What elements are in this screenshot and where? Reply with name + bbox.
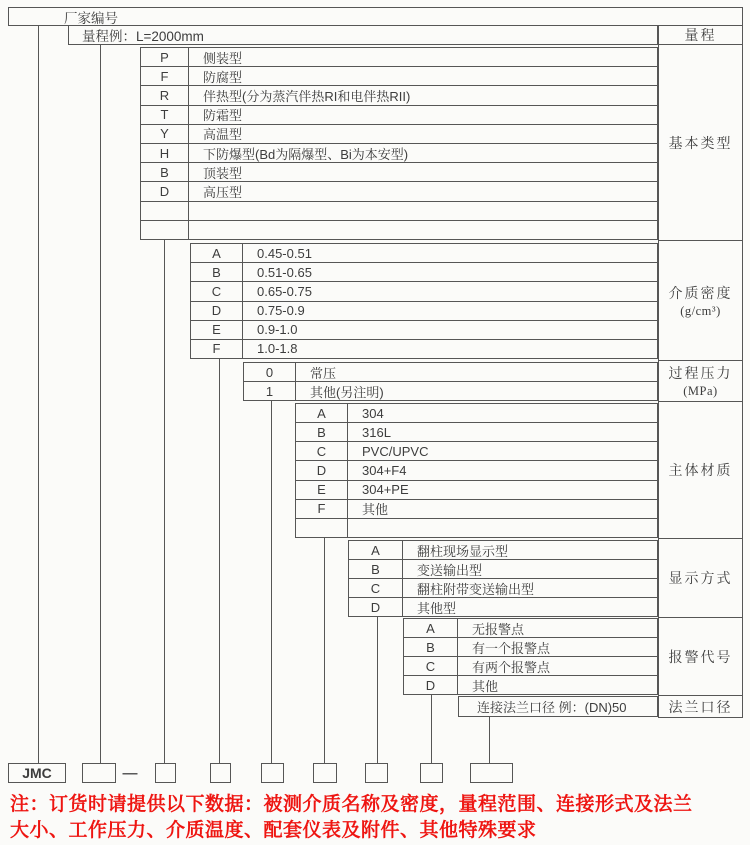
description-cell (189, 221, 657, 239)
table-row (191, 340, 657, 358)
table-row (296, 500, 657, 519)
table-row (459, 697, 657, 716)
connector-line-medium-density (219, 359, 220, 763)
section-label-range: 量程 (658, 25, 743, 45)
code-cell: A (296, 404, 348, 422)
code-box-body-material (313, 763, 337, 783)
description-cell: 0.65-0.75 (257, 283, 312, 299)
code-cell: C (404, 657, 458, 675)
code-cell: C (191, 282, 243, 300)
code-cell: P (141, 48, 189, 66)
table-row (141, 202, 657, 221)
description-cell: 变送输出型 (417, 562, 483, 578)
code-cell: 0 (244, 363, 296, 381)
table-row (141, 221, 657, 239)
table-row (141, 163, 657, 182)
code-box-medium-density (210, 763, 231, 783)
description-cell: 其他型 (417, 600, 457, 616)
table-row (191, 302, 657, 321)
description-cell: 翻柱附带变送输出型 (417, 581, 535, 597)
description-cell: 连接法兰口径 例：(DN)50 (477, 700, 627, 715)
description-cell: 常压 (310, 365, 337, 381)
code-cell: E (296, 481, 348, 499)
connector-line-flange-size (489, 717, 490, 763)
description-cell: 304+F4 (362, 462, 407, 478)
code-cell: D (404, 676, 458, 694)
code-cell: B (296, 423, 348, 441)
code-cell: E (191, 321, 243, 339)
description-cell: 其他(另注明) (310, 384, 384, 400)
description-cell: 304+PE (362, 482, 409, 498)
connector-line-alarm-code (431, 695, 432, 763)
display-mode-table (348, 540, 658, 617)
manufacturer-code-label: 厂家编号 (64, 10, 118, 26)
description-cell: 防腐型 (203, 69, 243, 85)
code-cell: Y (141, 125, 189, 143)
table-row (141, 86, 657, 105)
table-row (404, 619, 657, 638)
table-row (349, 560, 657, 579)
code-cell: R (141, 86, 189, 104)
code-cell: D (349, 598, 403, 616)
table-row (191, 263, 657, 282)
description-cell: 顶装型 (203, 165, 243, 181)
code-cell: T (141, 106, 189, 124)
description-cell: PVC/UPVC (362, 443, 429, 459)
code-cell (141, 221, 189, 239)
connector-line-body-material (324, 538, 325, 763)
table-row (296, 404, 657, 423)
description-cell: 0.51-0.65 (257, 264, 312, 280)
code-cell: B (191, 263, 243, 281)
code-cell: B (141, 163, 189, 181)
code-cell: D (296, 461, 348, 479)
section-label-body-material: 主体材质 (658, 401, 743, 539)
code-cell: D (141, 182, 189, 200)
code-cell: A (191, 244, 243, 262)
order-note (10, 792, 746, 844)
description-cell: 防霜型 (203, 108, 243, 124)
section-label-process-pressure: 过程压力 (MPa) (658, 360, 743, 402)
code-cell: H (141, 144, 189, 162)
description-cell: 304 (362, 405, 384, 421)
description-cell: 316L (362, 424, 391, 440)
table-row (244, 382, 657, 400)
connector-line-display-mode (377, 617, 378, 763)
table-row (404, 657, 657, 676)
code-cell: A (404, 619, 458, 637)
description-cell: 0.45-0.51 (257, 245, 312, 261)
description-cell: 0.9-1.0 (257, 322, 298, 338)
table-row (404, 676, 657, 694)
code-cell: C (349, 579, 403, 597)
code-cell (141, 202, 189, 220)
description-cell: 侧装型 (203, 50, 243, 66)
process-pressure-table (243, 362, 658, 401)
table-row (191, 321, 657, 340)
code-cell: F (191, 340, 243, 358)
section-label-display-mode: 显示方式 (658, 538, 743, 618)
table-row (141, 182, 657, 201)
code-box-flange-size (470, 763, 513, 783)
description-cell: 翻柱现场显示型 (417, 543, 509, 559)
table-row (296, 461, 657, 480)
description-cell: 有一个报警点 (472, 640, 551, 656)
description-cell: 0.75-0.9 (257, 303, 305, 319)
description-cell: 伴热型(分为蒸汽伴热RI和电伴热RII) (203, 89, 411, 105)
description-cell: 高压型 (203, 185, 243, 201)
section-label-alarm-code: 报警代号 (658, 617, 743, 696)
code-cell: F (296, 500, 348, 518)
basic-type-table (140, 47, 658, 240)
table-row (191, 244, 657, 263)
section-label-medium-density: 介质密度 (g/cm³) (658, 240, 743, 361)
code-box-basic-type (155, 763, 176, 783)
description-cell: 高温型 (203, 127, 243, 143)
connector-line-basic-type (164, 240, 165, 763)
code-cell: B (404, 638, 458, 656)
table-row (191, 282, 657, 301)
table-row (141, 48, 657, 67)
table-row (141, 125, 657, 144)
section-label-flange-size: 法兰口径 (658, 695, 743, 718)
order-note-line2: 大小、工作压力、介质温度、配套仪表及附件、其他特殊要求 (10, 820, 537, 841)
description-cell (348, 519, 657, 537)
description-cell: 下防爆型(Bd为隔爆型、Bi为本安型) (203, 146, 409, 162)
connector-line-process-pressure (271, 401, 272, 763)
table-row (141, 67, 657, 86)
code-cell (296, 519, 348, 537)
table-row (296, 442, 657, 461)
code-box-process-pressure (261, 763, 284, 783)
table-row (141, 106, 657, 125)
medium-density-table (190, 243, 658, 359)
connector-line-range (100, 45, 101, 763)
code-cell: D (191, 302, 243, 320)
model-prefix-box: JMC (8, 763, 66, 783)
order-note-line1: 注：订货时请提供以下数据：被测介质名称及密度，量程范围、连接形式及法兰 (10, 794, 693, 815)
table-row (296, 423, 657, 442)
code-cell: B (349, 560, 403, 578)
description-cell: 有两个报警点 (472, 659, 551, 675)
description-cell: 无报警点 (472, 621, 525, 637)
table-row (349, 541, 657, 560)
description-cell: 其他 (362, 502, 389, 518)
code-cell: A (349, 541, 403, 559)
code-cell: F (141, 67, 189, 85)
flange-size-table (458, 696, 658, 717)
body-material-table (295, 403, 658, 538)
table-row (296, 519, 657, 537)
manufacturer-code-row (8, 7, 743, 26)
table-row (141, 144, 657, 163)
description-cell: 其他 (472, 678, 499, 694)
description-cell: 1.0-1.8 (257, 341, 298, 357)
table-row (244, 363, 657, 382)
range-example-row (68, 25, 658, 45)
code-cell: C (296, 442, 348, 460)
table-row (404, 638, 657, 657)
code-box-display-mode (365, 763, 388, 783)
alarm-code-table (403, 618, 658, 695)
code-box-alarm-code (420, 763, 443, 783)
section-label-basic-type: 基本类型 (658, 44, 743, 241)
table-row (349, 598, 657, 616)
dash-separator: — (122, 764, 138, 782)
range-example-label: 量程例：L=2000mm (82, 29, 204, 44)
table-row (349, 579, 657, 598)
connector-line-manufacturer (38, 26, 39, 763)
description-cell (189, 202, 657, 220)
table-row (296, 481, 657, 500)
code-box-range (82, 763, 116, 783)
code-cell: 1 (244, 382, 296, 400)
